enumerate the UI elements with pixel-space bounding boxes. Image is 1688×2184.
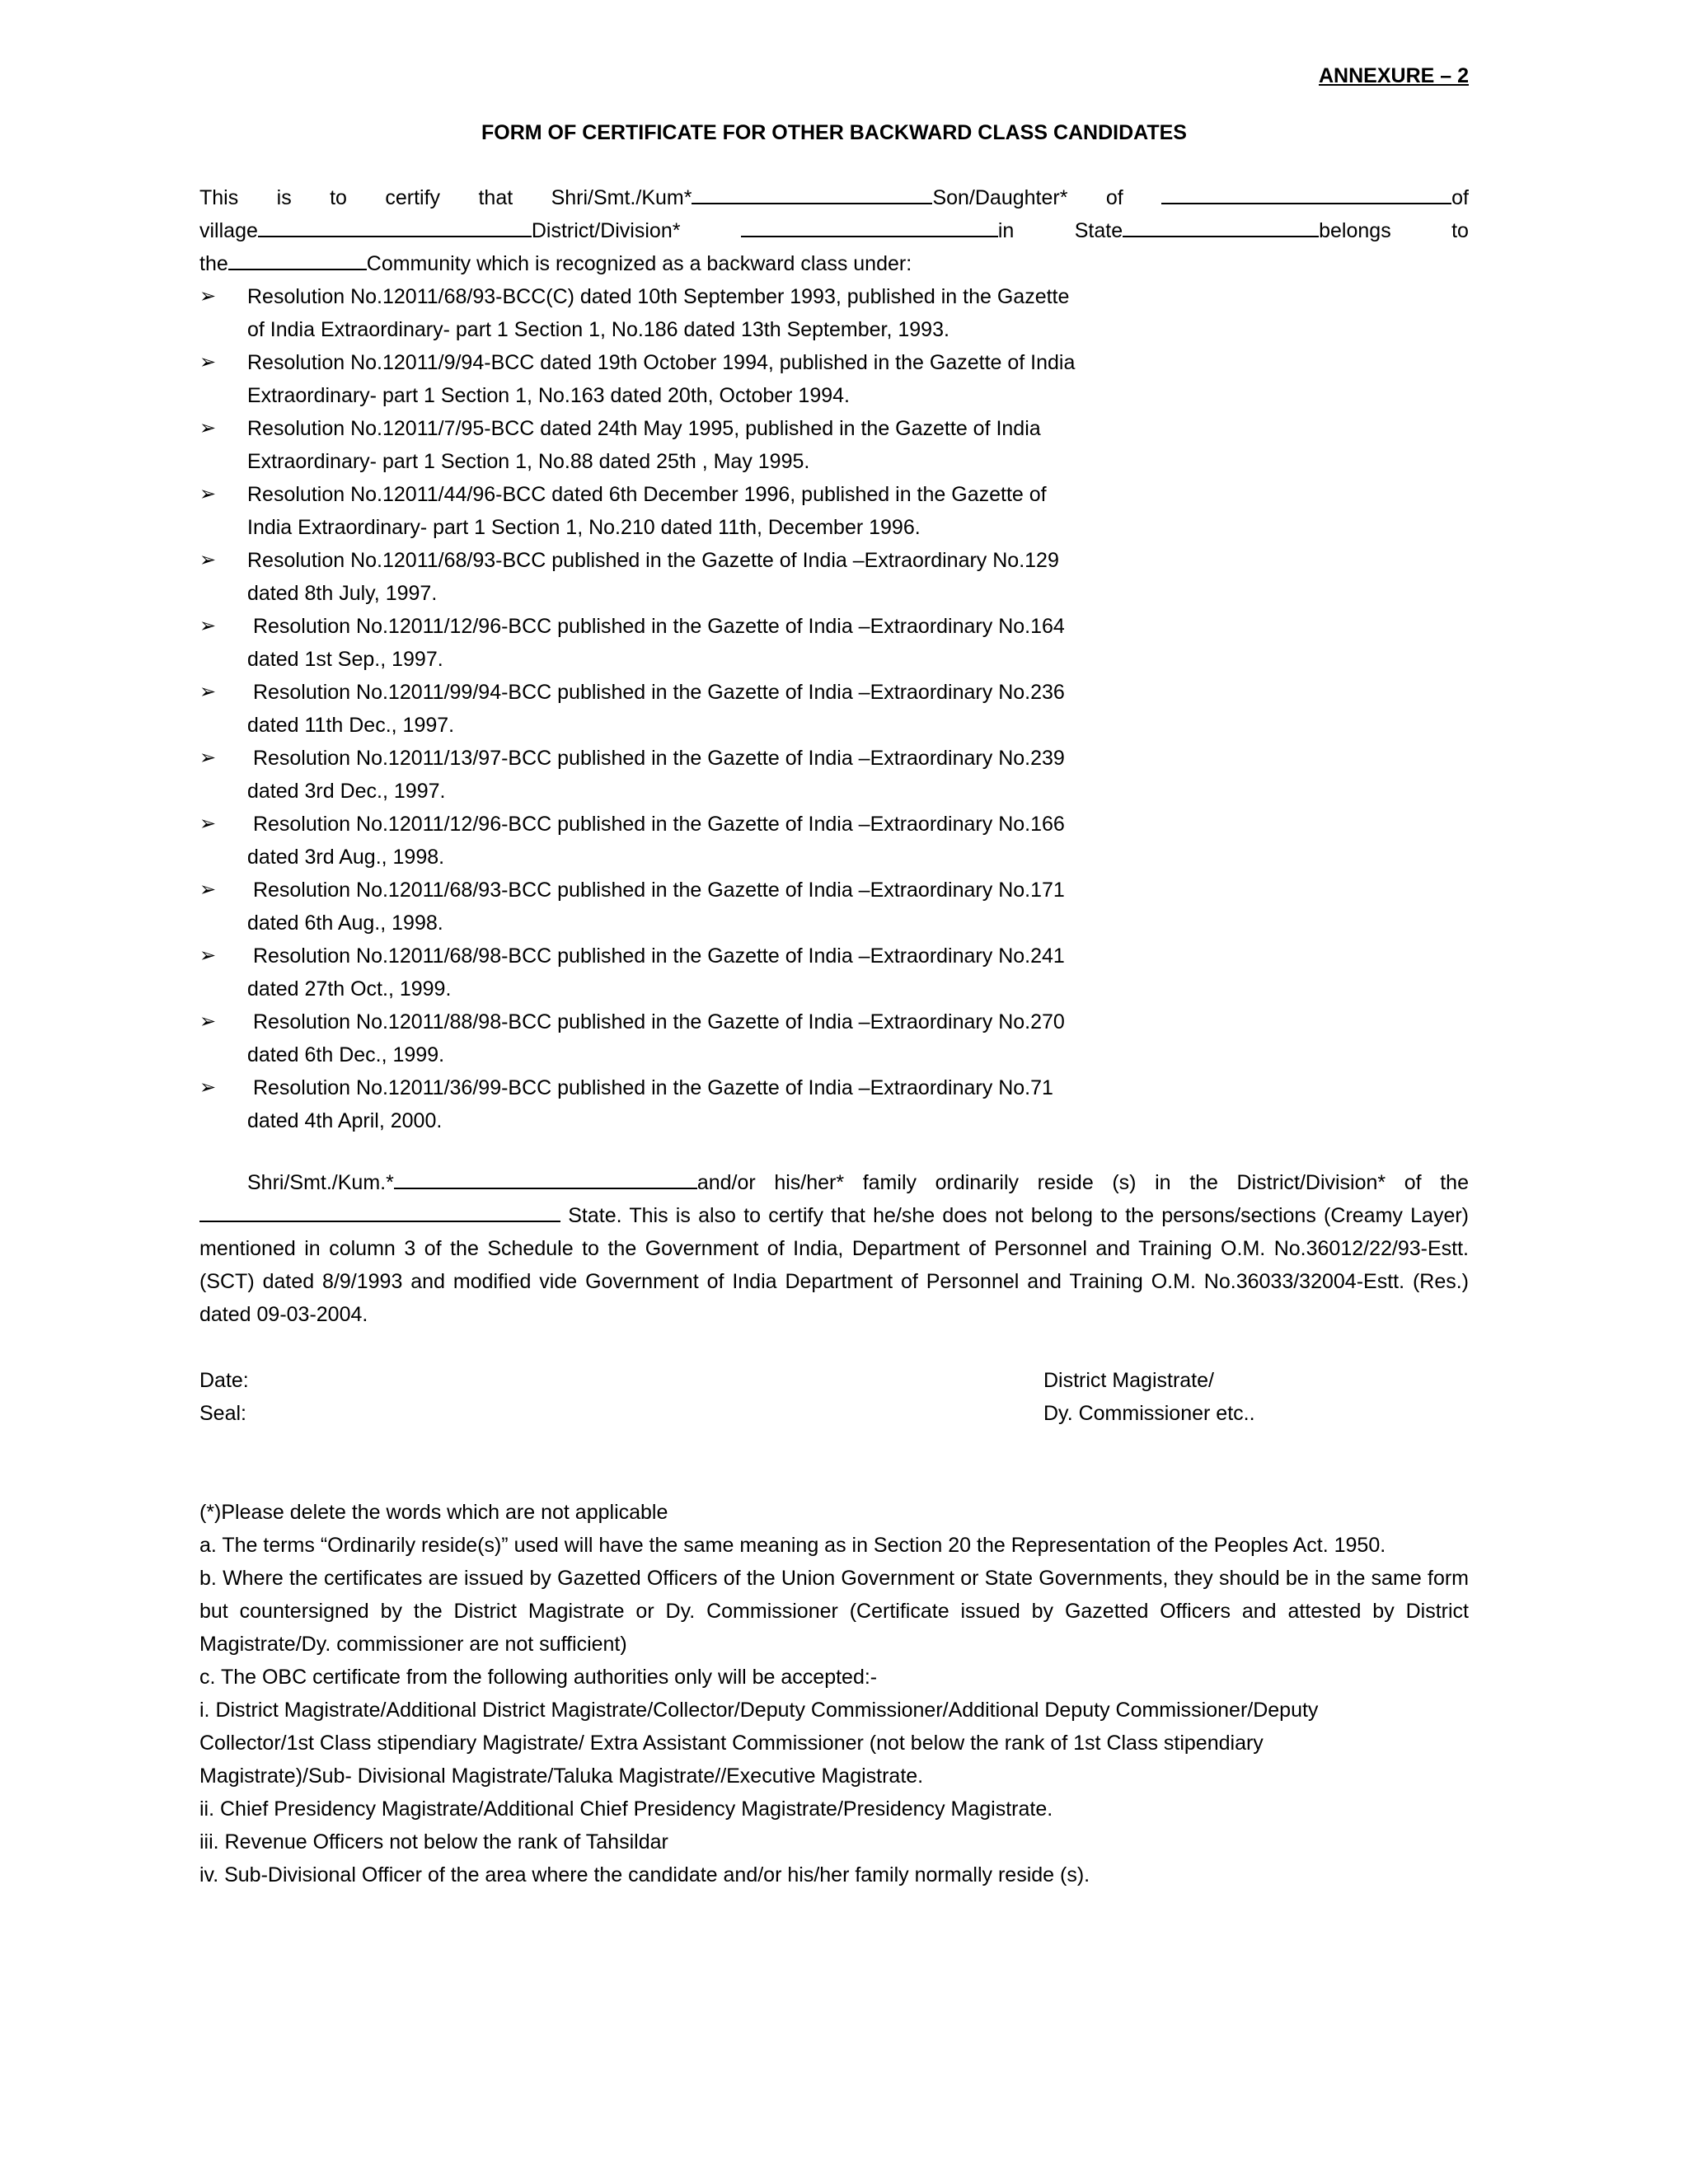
- district-label: District/Division*: [531, 219, 681, 242]
- authority-block: [1043, 1364, 1255, 1430]
- resolution-list: [199, 280, 1469, 1137]
- intro-word: [741, 214, 1014, 247]
- note-line: ii. Chief Presidency Magistrate/Additional Chief Presidency Magistrate/Presidency Magistrate.: [199, 1797, 1053, 1821]
- intro-word: of: [1105, 186, 1123, 209]
- resolution-line: Resolution No.12011/9/94-BCC dated 19th October 1994, published in the Gazette of India: [247, 351, 1076, 374]
- resolution-item: [199, 874, 1170, 940]
- note-line: a. The terms “Ordinarily reside(s)” used will have the same meaning as in Section 20 the Representation of the Peoples Act. 1950.: [199, 1534, 1386, 1557]
- intro-word: [1161, 181, 1469, 214]
- community-label: Community which is recognized as a backward class under:: [366, 252, 912, 275]
- resolution-line: Resolution No.12011/88/98-BCC published in the Gazette of India –Extraordinary No.270: [247, 1010, 1065, 1033]
- resolution-item: [199, 610, 1170, 676]
- resolution-item: [199, 412, 1170, 478]
- note-line: (*)Please delete the words which are not applicable: [199, 1501, 668, 1524]
- resolution-line: of India Extraordinary- part 1 Section 1, No.186 dated 13th September, 1993.: [247, 318, 950, 341]
- belongs-label: belongs: [1319, 219, 1391, 242]
- note-line: iv. Sub-Divisional Officer of the area where the candidate and/or his/her family normally reside (s).: [199, 1863, 1090, 1886]
- resolution-line: Resolution No.12011/99/94-BCC published in the Gazette of India –Extraordinary No.236: [247, 681, 1065, 704]
- intro-word: [1075, 214, 1391, 247]
- resolution-item: [199, 544, 1170, 610]
- resolution-line: dated 27th Oct., 1999.: [247, 977, 452, 1001]
- resolution-item: [199, 1071, 1170, 1137]
- arrow-bullet-icon: ➢: [199, 1076, 217, 1099]
- note-line: Magistrate)/Sub- Divisional Magistrate/Taluka Magistrate//Executive Magistrate.: [199, 1765, 924, 1788]
- resolution-line: Resolution No.12011/12/96-BCC published in the Gazette of India –Extraordinary No.166: [247, 813, 1065, 836]
- resolution-item: [199, 1005, 1170, 1071]
- arrow-bullet-icon: ➢: [199, 483, 217, 505]
- name-prefix-label: Shri/Smt./Kum*: [551, 186, 692, 209]
- son-daughter-label: Son/Daughter*: [932, 186, 1068, 209]
- in-label: in: [997, 219, 1015, 242]
- intro-word: to: [330, 186, 347, 209]
- resolution-line: India Extraordinary- part 1 Section 1, No.210 dated 11th, December 1996.: [247, 516, 921, 539]
- resolution-line: Resolution No.12011/68/93-BCC published in the Gazette of India –Extraordinary No.171: [247, 879, 1065, 902]
- form-title: FORM OF CERTIFICATE FOR OTHER BACKWARD CLASS CANDIDATES: [481, 121, 1187, 144]
- resolution-item: [199, 940, 1170, 1005]
- arrow-bullet-icon: ➢: [199, 351, 217, 373]
- village-label: village: [199, 219, 258, 242]
- resolution-item: [199, 742, 1170, 808]
- notes-section: [199, 1496, 1469, 1891]
- resolution-line: dated 1st Sep., 1997.: [247, 648, 443, 671]
- arrow-bullet-icon: ➢: [199, 747, 217, 769]
- annexure-label: ANNEXURE – 2: [1319, 64, 1469, 87]
- resolution-line: Resolution No.12011/12/96-BCC published in the Gazette of India –Extraordinary No.164: [247, 615, 1065, 638]
- note-line: iii. Revenue Officers not below the rank of Tahsildar: [199, 1830, 668, 1854]
- residence-text-part: State. This is also to certify that he/she does not belong to the persons/sections (Creamy Layer) mentioned in column 3 of the Schedule to the Government of India, Department of Personnel and Training O.M. No.36012/22/93-Estt. (SCT) dated 8/9/1993 and modified vide Government of India Department of Personnel and Training O.M. No.36033/32004-Estt. (Res.) dated 09-03-2004.: [199, 1204, 1469, 1326]
- resolution-line: Resolution No.12011/68/93-BCC published in the Gazette of India –Extraordinary No.129: [247, 549, 1059, 572]
- the-label: the: [199, 252, 228, 275]
- arrow-bullet-icon: ➢: [199, 549, 217, 571]
- arrow-bullet-icon: ➢: [199, 879, 217, 901]
- resolution-item: [199, 478, 1170, 544]
- intro-word: [199, 214, 680, 247]
- resolution-line: dated 11th Dec., 1997.: [247, 714, 455, 737]
- the-label: the: [1440, 1171, 1469, 1194]
- residence-paragraph: [199, 1166, 1469, 1331]
- district-blank[interactable]: [741, 214, 998, 237]
- of-label: of: [1451, 186, 1469, 209]
- arrow-bullet-icon: ➢: [199, 285, 217, 307]
- intro-word: that: [478, 186, 513, 209]
- village-blank[interactable]: [258, 214, 532, 237]
- intro-paragraph: [199, 181, 1469, 280]
- resolution-line: dated 3rd Dec., 1997.: [247, 780, 446, 803]
- resident-name-blank[interactable]: [394, 1166, 697, 1189]
- authority-line: Dy. Commissioner etc..: [1043, 1402, 1255, 1425]
- resolution-line: Resolution No.12011/36/99-BCC published in the Gazette of India –Extraordinary No.71: [247, 1076, 1053, 1099]
- intro-line-1: [199, 181, 1469, 214]
- resolution-line: Resolution No.12011/13/97-BCC published in the Gazette of India –Extraordinary No.239: [247, 747, 1065, 770]
- resolution-line: Resolution No.12011/68/98-BCC published in the Gazette of India –Extraordinary No.241: [247, 944, 1065, 968]
- intro-line-3: [199, 247, 1469, 280]
- date-seal-block: [199, 1364, 249, 1430]
- resolution-line: dated 6th Aug., 1998.: [247, 912, 443, 935]
- name-prefix-label: Shri/Smt./Kum.*: [247, 1171, 394, 1194]
- resolution-line: Extraordinary- part 1 Section 1, No.88 dated 25th , May 1995.: [247, 450, 810, 473]
- resolution-line: Extraordinary- part 1 Section 1, No.163 dated 20th, October 1994.: [247, 384, 850, 407]
- resolution-item: [199, 280, 1170, 346]
- residence-text-part: and/or his/her* family ordinarily reside (s) in the District/Division* of: [696, 1171, 1422, 1194]
- arrow-bullet-icon: ➢: [199, 615, 217, 637]
- resident-state-blank[interactable]: [199, 1199, 560, 1222]
- note-line: c. The OBC certificate from the following authorities only will be accepted:-: [199, 1666, 878, 1689]
- note-line: i. District Magistrate/Additional District Magistrate/Collector/Deputy Commissioner/Additional Deputy Commissioner/Deputy: [199, 1699, 1319, 1722]
- resolution-line: Resolution No.12011/68/93-BCC(C) dated 10th September 1993, published in the Gazette: [247, 285, 1070, 308]
- intro-word: [551, 181, 1068, 214]
- resolution-line: Resolution No.12011/7/95-BCC dated 24th May 1995, published in the Gazette of India: [247, 417, 1041, 440]
- intro-word: certify: [385, 186, 441, 209]
- intro-line-2: [199, 214, 1469, 247]
- intro-word: This: [199, 186, 239, 209]
- state-label: State: [1074, 219, 1123, 242]
- intro-word: is: [276, 186, 292, 209]
- state-blank[interactable]: [1123, 214, 1319, 237]
- resolution-line: dated 3rd Aug., 1998.: [247, 846, 445, 869]
- resolution-line: Resolution No.12011/44/96-BCC dated 6th December 1996, published in the Gazette of: [247, 483, 1047, 506]
- resolution-item: [199, 676, 1170, 742]
- arrow-bullet-icon: ➢: [199, 417, 217, 439]
- date-label: Date:: [199, 1369, 249, 1392]
- note-line: Collector/1st Class stipendiary Magistrate/ Extra Assistant Commissioner (not below the rank of 1st Class stipendiary: [199, 1732, 1264, 1755]
- arrow-bullet-icon: ➢: [199, 1010, 217, 1033]
- resolution-line: dated 8th July, 1997.: [247, 582, 438, 605]
- resolution-line: dated 4th April, 2000.: [247, 1109, 443, 1132]
- name-blank[interactable]: [692, 181, 932, 204]
- community-blank[interactable]: [228, 247, 367, 270]
- arrow-bullet-icon: ➢: [199, 681, 217, 703]
- arrow-bullet-icon: ➢: [199, 944, 217, 967]
- parent-name-blank[interactable]: [1161, 181, 1451, 204]
- resolution-item: [199, 808, 1170, 874]
- arrow-bullet-icon: ➢: [199, 813, 217, 835]
- note-line: b. Where the certificates are issued by Gazetted Officers of the Union Government or State Governments, they should be in the same form but countersigned by the District Magistrate or Dy. Commissioner (Certificate issued by Gazetted Officers and attested by District Magistrate/Dy. commissioner are not sufficient): [199, 1567, 1469, 1656]
- authority-line: District Magistrate/: [1043, 1369, 1214, 1392]
- resolution-item: [199, 346, 1170, 412]
- resolution-line: dated 6th Dec., 1999.: [247, 1043, 445, 1066]
- residence-text: [199, 1166, 1469, 1331]
- seal-label: Seal:: [199, 1402, 246, 1425]
- intro-word: to: [1451, 219, 1469, 242]
